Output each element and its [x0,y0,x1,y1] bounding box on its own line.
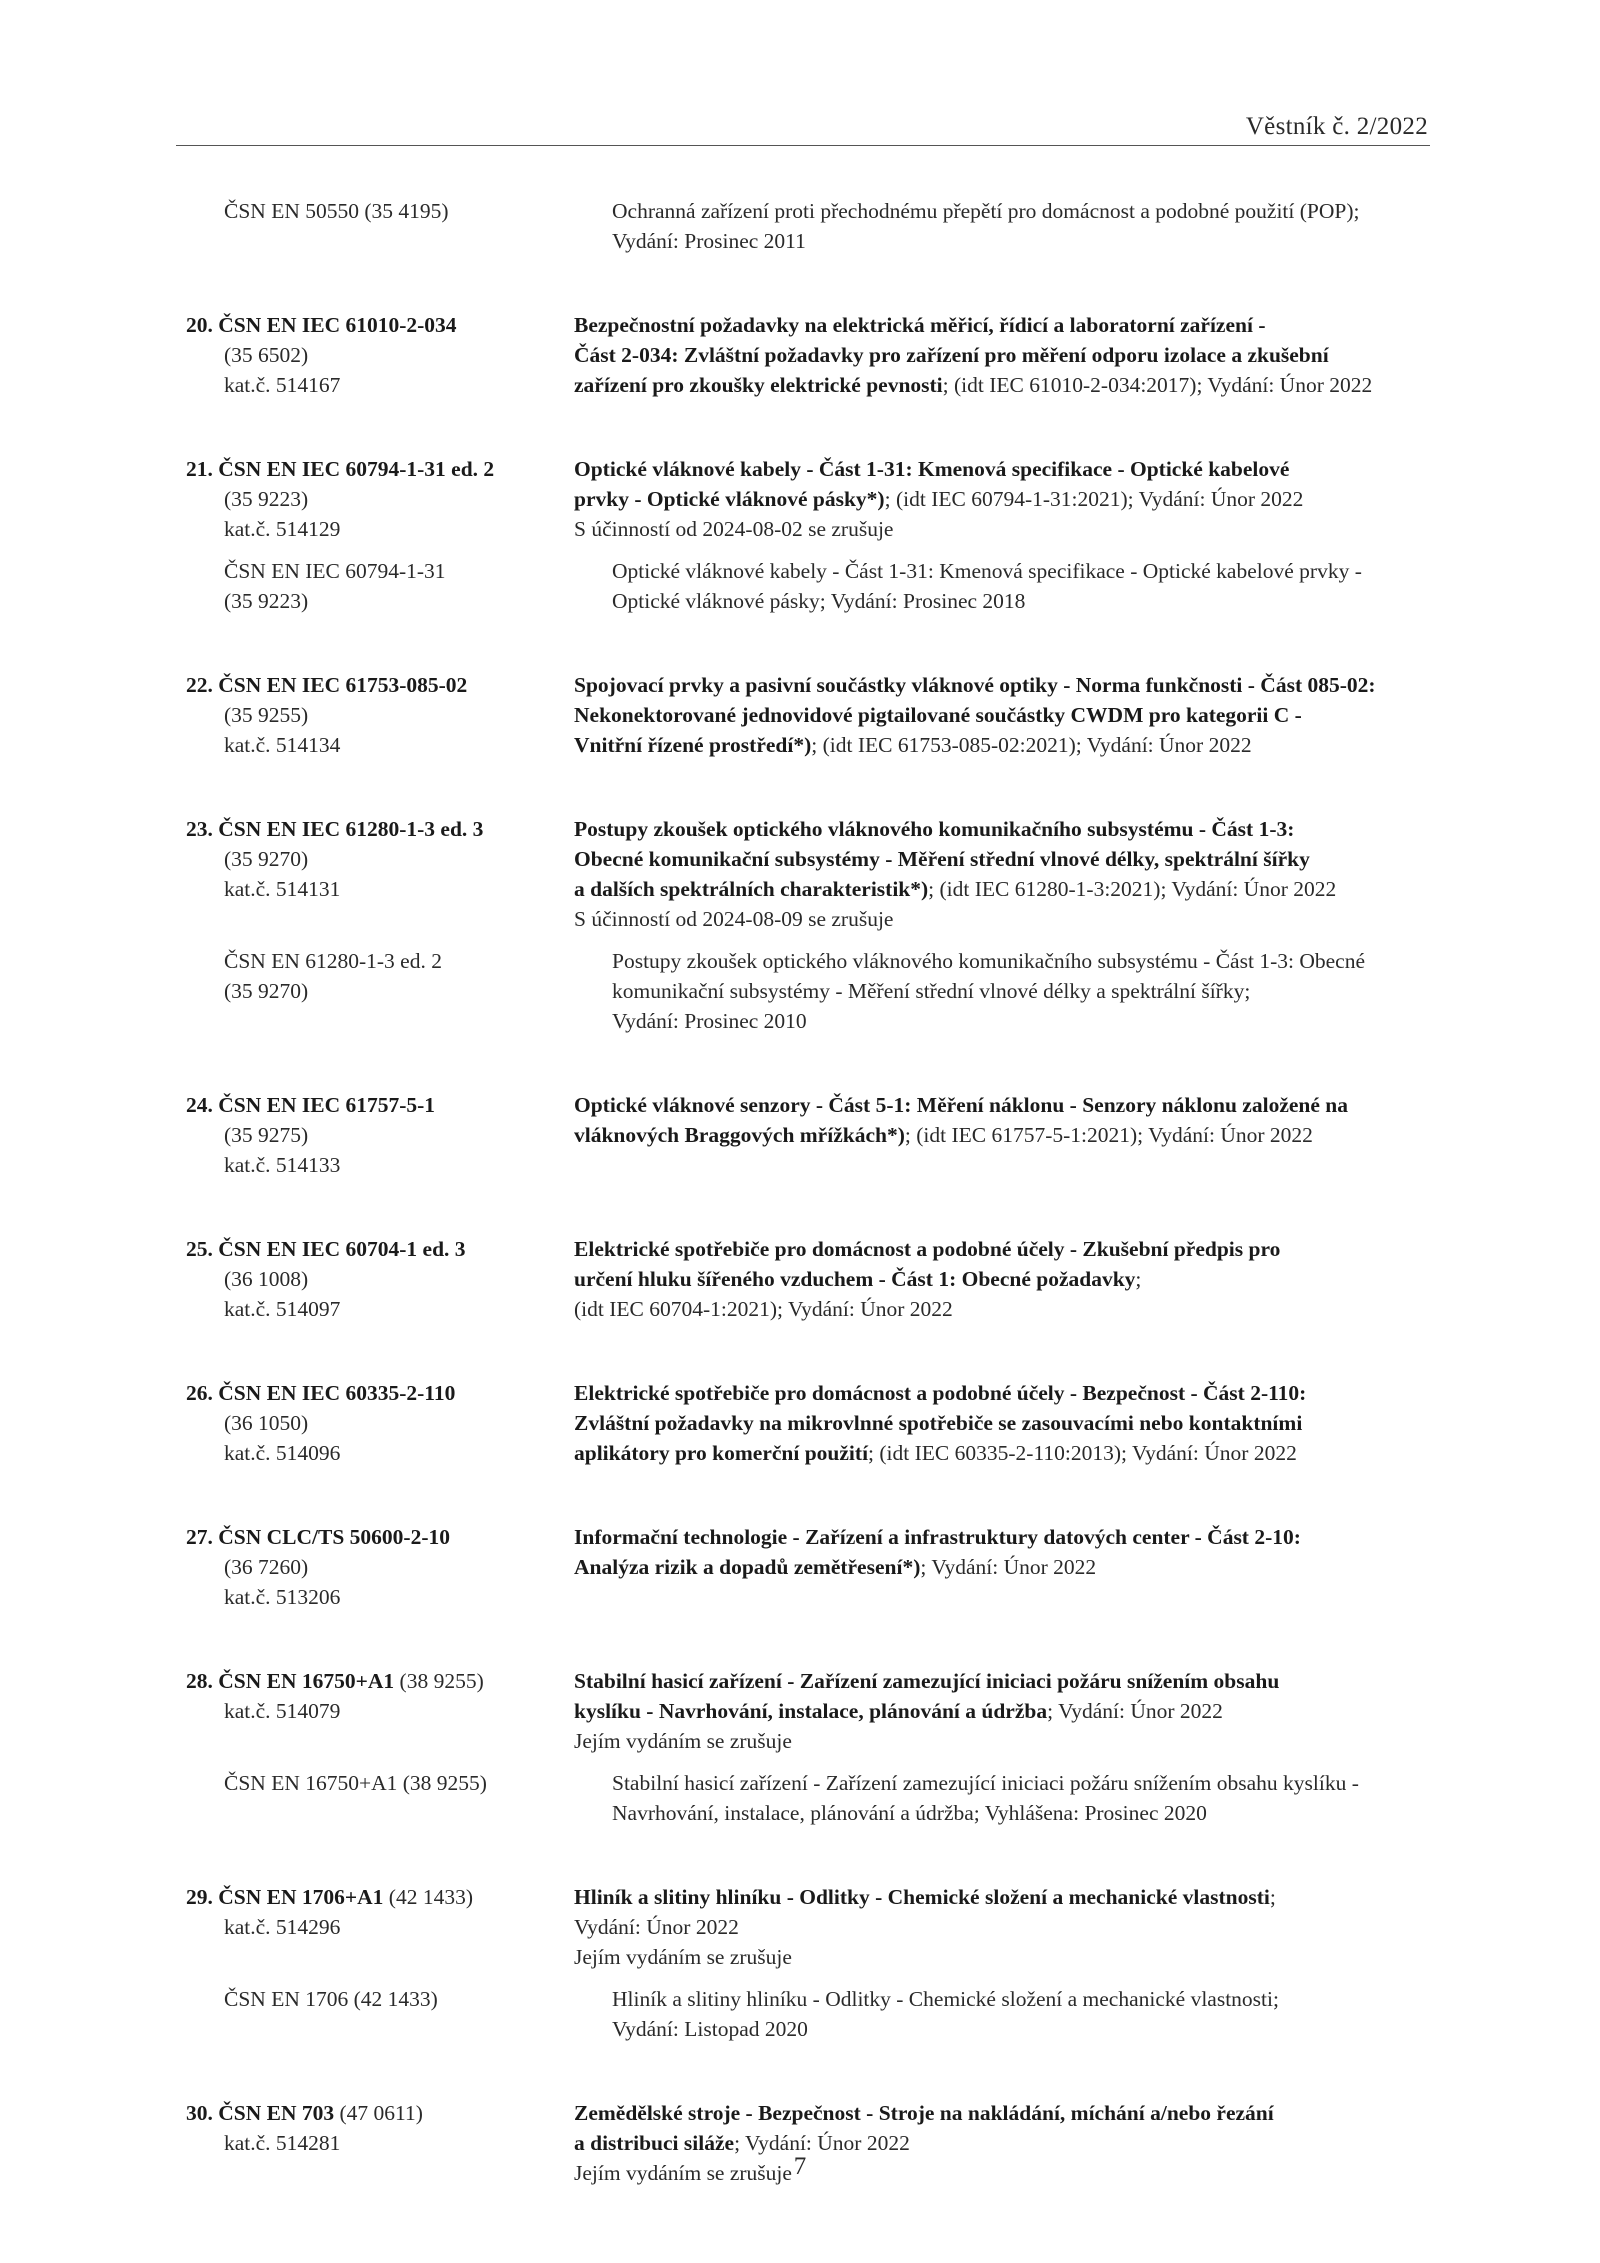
related-description-line: Hliník a slitiny hliníku - Odlitky - Chemické složení a mechanické vlastnosti; [612,1987,1279,2011]
standard-code-line [186,1882,574,1912]
related-description-line: Vydání: Prosinec 2011 [612,229,806,253]
related-standard-identifier [186,196,612,256]
related-description-line: Postupy zkoušek optického vláknového komunikačního subsystému - Část 1-3: Obecné [612,949,1365,973]
standard-title-text: Elektrické spotřebiče pro domácnost a podobné účely - Zkušební předpis pro [574,1237,1281,1261]
description-line [574,700,1428,730]
main-standard-row [186,1090,1434,1180]
standard-identifier [186,454,574,544]
standard-number-code: 23. ČSN EN IEC 61280-1-3 ed. 3 [186,817,484,841]
standard-subline: (36 1008) [224,1267,309,1291]
standard-note: Jejím vydáním se zrušuje [574,1729,792,1753]
standard-code-line [186,670,574,700]
description-line [574,1666,1428,1696]
standard-entry [186,1882,1434,2044]
standard-title-text: kyslíku - Navrhování, instalace, plánování a údržba [574,1699,1048,1723]
related-standard-row [186,196,1434,256]
standard-number-code: 28. ČSN EN 16750+A1 [186,1669,395,1693]
related-standard-description [612,1768,1434,1828]
standard-entry [186,1090,1434,1180]
related-standard-code: ČSN EN 1706 (42 1433) [224,1987,438,2011]
standard-subline: kat.č. 514296 [224,1915,341,1939]
description-line [574,1090,1428,1120]
standard-meta-text: ; (idt IEC 61757-5-1:2021); Vydání: Únor 2022 [904,1123,1313,1147]
main-standard-row [186,1882,1434,1972]
standard-subline: kat.č. 513206 [224,1585,341,1609]
standard-title-text: Bezpečnostní požadavky na elektrická měřicí, řídicí a laboratorní zařízení - [574,313,1266,337]
description-line [574,340,1428,370]
description-line [574,1882,1428,1912]
standard-number-code: 21. ČSN EN IEC 60794-1-31 ed. 2 [186,457,495,481]
description-line [574,730,1428,760]
standard-code-line [186,1522,574,1552]
standard-title-text: Vnitřní řízené prostředí*) [574,733,812,757]
standard-meta-text: ; (idt IEC 61753-085-02:2021); Vydání: Únor 2022 [811,733,1252,757]
related-standard-identifier [186,1984,612,2044]
description-line [574,1294,1428,1324]
related-standard-identifier [186,556,612,616]
standard-subline: kat.č. 514131 [224,877,341,901]
standard-code-line [186,310,574,340]
standard-title-text: určení hluku šířeného vzduchem - Část 1: Obecné požadavky [574,1267,1136,1291]
standard-description [574,1666,1434,1756]
standard-subline: (35 9270) [224,847,309,871]
standard-note: S účinností od 2024-08-09 se zrušuje [574,907,894,931]
standard-subline: (35 9275) [224,1123,309,1147]
description-line [574,874,1428,904]
standard-number-code: 30. ČSN EN 703 [186,2101,335,2125]
standard-title-text: Hliník a slitiny hliníku - Odlitky - Chemické složení a mechanické vlastnosti [574,1885,1270,1909]
standard-title-text: Elektrické spotřebiče pro domácnost a podobné účely - Bezpečnost - Část 2-110: [574,1381,1307,1405]
standard-meta-text: ; Vydání: Únor 2022 [1047,1699,1223,1723]
standard-subline: kat.č. 514097 [224,1297,341,1321]
standard-meta-text: ; Vydání: Únor 2022 [920,1555,1097,1579]
standard-description [574,454,1434,544]
standard-title-text: Informační technologie - Zařízení a infrastruktury datových center - Část 2-10: [574,1525,1301,1549]
standard-title-text: vláknových Braggových mřížkách*) [574,1123,905,1147]
standard-number-code: 26. ČSN EN IEC 60335-2-110 [186,1381,456,1405]
related-description-line: Navrhování, instalace, plánování a údržba; Vyhlášena: Prosinec 2020 [612,1801,1207,1825]
related-standard-description [612,946,1434,1036]
standard-title-text: Zemědělské stroje - Bezpečnost - Stroje na nakládání, míchání a/nebo řezání [574,2101,1274,2125]
related-standard-code: (35 9223) [224,589,309,613]
description-line [574,1264,1428,1294]
standard-identifier [186,310,574,400]
standard-number-code: 27. ČSN CLC/TS 50600-2-10 [186,1525,450,1549]
standard-entry [186,1522,1434,1612]
standard-number-code: 25. ČSN EN IEC 60704-1 ed. 3 [186,1237,466,1261]
standard-number-code: 29. ČSN EN 1706+A1 [186,1885,384,1909]
related-standard-code: ČSN EN 16750+A1 (38 9255) [224,1771,487,1795]
standard-title-text: Obecné komunikační subsystémy - Měření střední vlnové délky, spektrální šířky [574,847,1310,871]
standard-title-text: Optické vláknové kabely - Část 1-31: Kmenová specifikace - Optické kabelové [574,457,1290,481]
description-line [574,1408,1428,1438]
standards-list [186,196,1434,2242]
standard-entry [186,1666,1434,1828]
description-line [574,454,1428,484]
description-line [574,1438,1428,1468]
description-line [574,814,1428,844]
standard-meta-text: ; (idt IEC 60794-1-31:2021); Vydání: Únor 2022 [884,487,1304,511]
standard-description [574,1882,1434,1972]
standard-subline: kat.č. 514281 [224,2131,341,2155]
description-line [574,484,1428,514]
standard-meta-text: ; [1135,1267,1142,1291]
standard-class-code: (47 0611) [334,2101,423,2125]
related-standard-row [186,946,1434,1036]
standard-title-text: Stabilní hasicí zařízení - Zařízení zamezující iniciaci požáru snížením obsahu [574,1669,1280,1693]
standard-meta-text: ; [1269,1885,1276,1909]
standard-subline: (35 6502) [224,343,309,367]
related-description-line: Vydání: Prosinec 2010 [612,1009,807,1033]
standard-identifier [186,670,574,760]
standard-entry [186,814,1434,1036]
standard-note: Jejím vydáním se zrušuje [574,1945,792,1969]
standard-identifier [186,1882,574,1972]
standard-title-text: prvky - Optické vláknové pásky*) [574,487,885,511]
standard-meta-text: ; Vydání: Únor 2022 [734,2131,910,2155]
standard-description [574,1378,1434,1468]
main-standard-row [186,454,1434,544]
page-header-title: Věstník č. 2/2022 [1245,113,1428,140]
standard-identifier [186,1090,574,1180]
main-standard-row [186,814,1434,934]
standard-code-line [186,1666,574,1696]
standard-subline: (36 1050) [224,1411,309,1435]
standard-identifier [186,1666,574,1756]
standard-description [574,310,1434,400]
standard-number-code: 22. ČSN EN IEC 61753-085-02 [186,673,468,697]
standard-class-code: (38 9255) [394,1669,484,1693]
standard-title-text: Část 2-034: Zvláštní požadavky pro zařízení pro měření odporu izolace a zkušební [574,343,1329,367]
header-rule [176,145,1430,146]
related-standard-identifier [186,1768,612,1828]
standard-code-line [186,454,574,484]
related-standard-code: ČSN EN 50550 (35 4195) [224,199,449,223]
description-line [574,310,1428,340]
related-description-line: Optické vláknové pásky; Vydání: Prosinec 2018 [612,589,1026,613]
standard-entry [186,454,1434,616]
standard-title-text: Spojovací prvky a pasivní součástky vláknové optiky - Norma funkčnosti - Část 085-02: [574,673,1376,697]
page-number: 7 [793,2153,807,2180]
standard-title-text: Analýza rizik a dopadů zemětřesení*) [574,1555,921,1579]
standard-entry [186,310,1434,400]
standard-meta-text: ; (idt IEC 60335-2-110:2013); Vydání: Únor 2022 [868,1441,1297,1465]
standard-description [574,1522,1434,1612]
main-standard-row [186,1378,1434,1468]
description-line [574,1120,1428,1150]
related-standard-description [612,556,1434,616]
related-standard-row [186,1768,1434,1828]
related-description-line: Stabilní hasicí zařízení - Zařízení zamezující iniciaci požáru snížením obsahu kyslíku - [612,1771,1359,1795]
standard-subline: kat.č. 514167 [224,373,341,397]
standard-title-text: Nekonektorované jednovidové pigtailované součástky CWDM pro kategorii C - [574,703,1302,727]
standard-meta-text: Vydání: Únor 2022 [574,1915,739,1939]
standard-title-text: aplikátory pro komerční použití [574,1441,869,1465]
main-standard-row [186,670,1434,760]
related-description-line: Optické vláknové kabely - Část 1-31: Kmenová specifikace - Optické kabelové prvky - [612,559,1362,583]
description-line [574,1378,1428,1408]
related-standard-code: (35 9270) [224,979,309,1003]
standard-code-line [186,814,574,844]
standard-entry [186,670,1434,760]
standard-code-line [186,1090,574,1120]
standard-title-text: Postupy zkoušek optického vláknového komunikačního subsystému - Část 1-3: [574,817,1295,841]
standard-title-text: Zvláštní požadavky na mikrovlnné spotřebiče se zasouvacími nebo kontaktními [574,1411,1303,1435]
related-standard-row [186,556,1434,616]
standard-title-text: a distribuci siláže [574,2131,735,2155]
standard-description [574,814,1434,934]
related-standard-description [612,1984,1434,2044]
standard-class-code: (42 1433) [383,1885,473,1909]
standard-identifier [186,814,574,934]
standard-description [574,670,1434,760]
standard-subline: (35 9223) [224,487,309,511]
standard-description [574,1234,1434,1324]
standard-title-text: Optické vláknové senzory - Část 5-1: Měření náklonu - Senzory náklonu založené na [574,1093,1348,1117]
standard-entry [186,196,1434,256]
standard-description [574,1090,1434,1180]
related-standard-code: ČSN EN 61280-1-3 ed. 2 [224,949,442,973]
standard-subline: kat.č. 514079 [224,1699,341,1723]
main-standard-row [186,1666,1434,1756]
description-line [574,1522,1428,1552]
standard-title-text: a dalších spektrálních charakteristik*) [574,877,929,901]
description-line [574,844,1428,874]
standard-identifier [186,1522,574,1612]
description-line [574,1696,1428,1726]
standard-code-line [186,1378,574,1408]
standard-number-code: 20. ČSN EN IEC 61010-2-034 [186,313,457,337]
standard-code-line [186,2098,574,2128]
description-line [574,1234,1428,1264]
standard-subline: kat.č. 514129 [224,517,341,541]
main-standard-row [186,310,1434,400]
standard-meta-text: ; (idt IEC 61010-2-034:2017); Vydání: Únor 2022 [942,373,1373,397]
description-line [574,1552,1428,1582]
description-line [574,370,1428,400]
standard-note: Jejím vydáním se zrušuje [574,2161,792,2185]
standard-subline: kat.č. 514133 [224,1153,341,1177]
related-description-line: Ochranná zařízení proti přechodnému přepětí pro domácnost a podobné použití (POP); [612,199,1360,223]
standard-entry [186,1234,1434,1324]
standard-subline: (36 7260) [224,1555,309,1579]
standard-note: S účinností od 2024-08-02 se zrušuje [574,517,894,541]
related-description-line: komunikační subsystémy - Měření střední vlnové délky a spektrální šířky; [612,979,1251,1003]
standard-subline: (35 9255) [224,703,309,727]
related-description-line: Vydání: Listopad 2020 [612,2017,808,2041]
standard-identifier [186,1234,574,1324]
standard-title-text: zařízení pro zkoušky elektrické pevnosti [574,373,943,397]
main-standard-row [186,1522,1434,1612]
standard-code-line [186,1234,574,1264]
related-standard-identifier [186,946,612,1036]
standard-subline: kat.č. 514134 [224,733,341,757]
standard-identifier [186,1378,574,1468]
standard-meta-text: (idt IEC 60704-1:2021); Vydání: Únor 2022 [574,1297,953,1321]
related-standard-row [186,1984,1434,2044]
main-standard-row [186,1234,1434,1324]
description-line [574,1912,1428,1942]
related-standard-code: ČSN EN IEC 60794-1-31 [224,559,446,583]
standard-subline: kat.č. 514096 [224,1441,341,1465]
standard-number-code: 24. ČSN EN IEC 61757-5-1 [186,1093,436,1117]
description-line [574,2098,1428,2128]
description-line [574,670,1428,700]
standard-meta-text: ; (idt IEC 61280-1-3:2021); Vydání: Únor 2022 [928,877,1337,901]
related-standard-description [612,196,1434,256]
standard-entry [186,1378,1434,1468]
